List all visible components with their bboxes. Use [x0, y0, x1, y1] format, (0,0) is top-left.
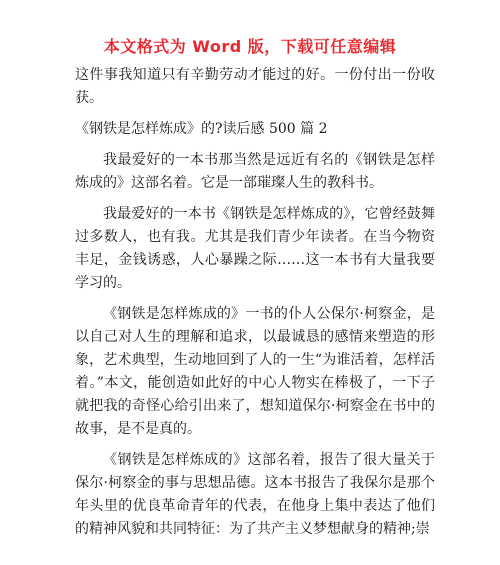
paragraph-5: 《钢铁是怎样炼成的》一书的仆人公保尔·柯察金，是以自己对人生的理解和追求，以最诚恳的感情来塑造的形象，艺术典型，生动地回到了人的一生“为谁活着，怎样活着。”本文，能创造如此好的中心人物实在棒极了，一下子就把我的奇怪心给引出来了，想知道保尔·柯察金在书中的故事，是不是真的。 — [75, 306, 435, 437]
document-banner: 本文格式为 Word 版，下载可任意编辑 — [103, 37, 397, 56]
paragraph-6: 《钢铁是怎样炼成的》这部名着，报告了很大量关于保尔·柯察金的事与思想品德。这本书报告了我保尔是那个年头里的优良革命青年的代表，在他身上集中表达了他们的精神风貌和共同特征：为了共产主义梦想献身的精神;崇 — [75, 452, 435, 537]
document-body — [75, 64, 435, 549]
paragraph-1: 这件事我知道只有辛勤劳动才能过的好。一份付出一份收获。 — [75, 67, 435, 106]
paragraph-4: 我最爱好的一本书《钢铁是怎样炼成的》，它曾经鼓舞过多数人，也有我。尤其是我们青少年读者。在当今物资丰足，金钱诱惑，人心暴躁之际……这一本书有大量我要学习的。 — [75, 206, 435, 291]
paragraph-3: 我最爱好的一本书那当然是远近有名的《钢铁是怎样炼成的》这部名着。它是一部璀璨人生的教科书。 — [75, 152, 435, 191]
paragraph-heading: 《钢铁是怎样炼成》的?读后感 500 篇 2 — [75, 121, 328, 137]
